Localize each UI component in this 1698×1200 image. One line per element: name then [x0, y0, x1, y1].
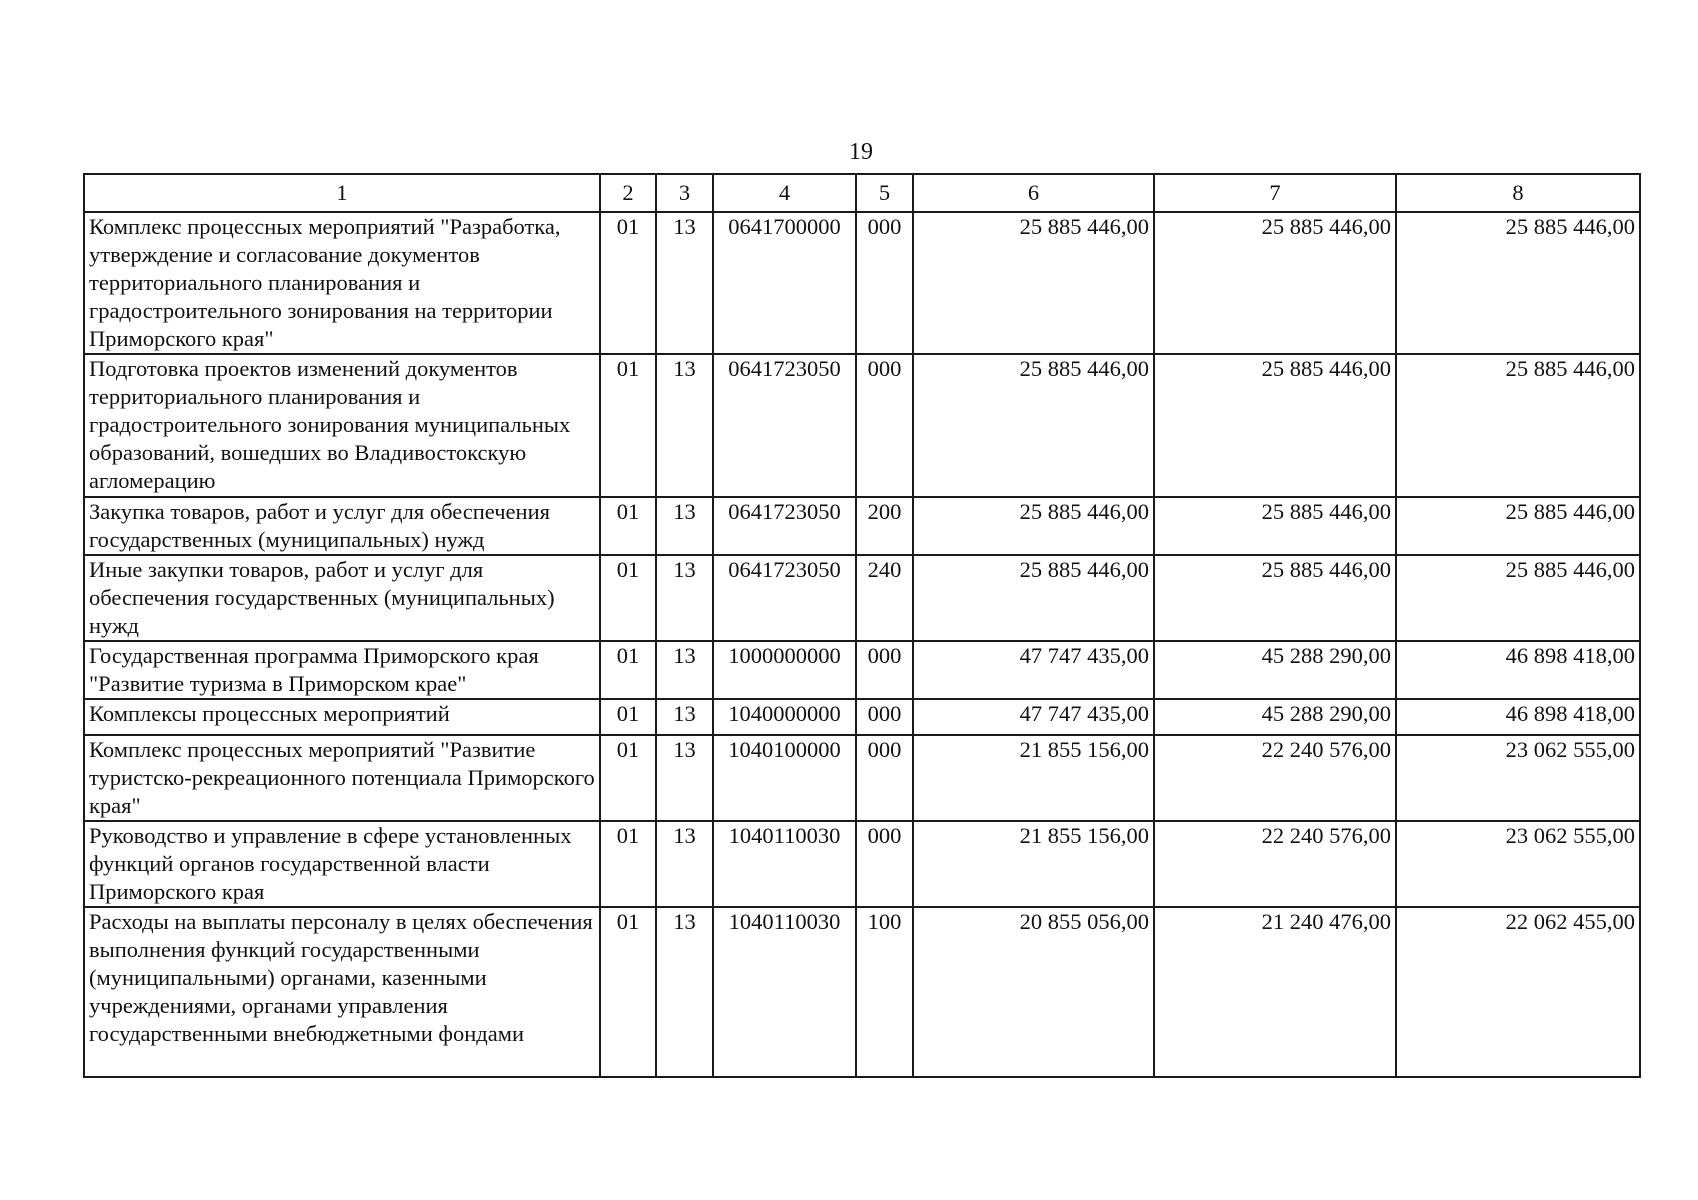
amount-col-6: 20 855 056,00	[913, 907, 1154, 1077]
amount-col-7: 25 885 446,00	[1154, 497, 1396, 555]
amount-col-6: 25 885 446,00	[913, 497, 1154, 555]
header-cell: 1	[84, 174, 600, 212]
item-name: Комплексы процессных мероприятий	[84, 699, 600, 735]
section-code: 01	[600, 354, 656, 497]
item-name: Комплекс процессных мероприятий "Развитие туристско-рекреационного потенциала Приморского края"	[84, 735, 600, 821]
table-body	[84, 212, 1640, 1077]
expense-type-code: 000	[856, 821, 913, 907]
amount-col-8: 25 885 446,00	[1396, 555, 1640, 641]
subsection-code: 13	[656, 907, 713, 1077]
table-row	[84, 354, 1640, 497]
header-cell: 8	[1396, 174, 1640, 212]
table-row	[84, 641, 1640, 699]
table-row	[84, 699, 1640, 735]
header-cell: 2	[600, 174, 656, 212]
section-code: 01	[600, 641, 656, 699]
section-code: 01	[600, 212, 656, 354]
amount-col-8: 25 885 446,00	[1396, 354, 1640, 497]
amount-col-8: 46 898 418,00	[1396, 641, 1640, 699]
expense-type-code: 000	[856, 641, 913, 699]
subsection-code: 13	[656, 497, 713, 555]
expense-type-code: 000	[856, 735, 913, 821]
expense-type-code: 200	[856, 497, 913, 555]
table-row	[84, 821, 1640, 907]
target-article-code: 1040000000	[713, 699, 856, 735]
amount-col-7: 25 885 446,00	[1154, 555, 1396, 641]
header-cell: 7	[1154, 174, 1396, 212]
amount-col-7: 45 288 290,00	[1154, 699, 1396, 735]
amount-col-6: 21 855 156,00	[913, 821, 1154, 907]
subsection-code: 13	[656, 555, 713, 641]
subsection-code: 13	[656, 212, 713, 354]
item-name: Подготовка проектов изменений документов территориального планирования и градостроительного зонирования муниципальных образований, вошедших во Владивостокскую агломерацию	[84, 354, 600, 497]
amount-col-6: 25 885 446,00	[913, 354, 1154, 497]
target-article-code: 1040110030	[713, 821, 856, 907]
item-name: Руководство и управление в сфере установленных функций органов государственной власти Приморского края	[84, 821, 600, 907]
table-header	[84, 174, 1640, 212]
target-article-code: 1040100000	[713, 735, 856, 821]
subsection-code: 13	[656, 699, 713, 735]
amount-col-7: 45 288 290,00	[1154, 641, 1396, 699]
expense-type-code: 000	[856, 354, 913, 497]
amount-col-7: 25 885 446,00	[1154, 212, 1396, 354]
subsection-code: 13	[656, 821, 713, 907]
table-row	[84, 907, 1640, 1077]
section-code: 01	[600, 555, 656, 641]
amount-col-6: 47 747 435,00	[913, 699, 1154, 735]
item-name: Комплекс процессных мероприятий "Разработка, утверждение и согласование документов территориального планирования и градостроительного зонирования на территории Приморского края"	[84, 212, 600, 354]
amount-col-8: 46 898 418,00	[1396, 699, 1640, 735]
amount-col-8: 23 062 555,00	[1396, 735, 1640, 821]
amount-col-8: 25 885 446,00	[1396, 212, 1640, 354]
amount-col-8: 22 062 455,00	[1396, 907, 1640, 1077]
header-cell: 3	[656, 174, 713, 212]
subsection-code: 13	[656, 354, 713, 497]
amount-col-8: 23 062 555,00	[1396, 821, 1640, 907]
amount-col-6: 25 885 446,00	[913, 212, 1154, 354]
amount-col-7: 21 240 476,00	[1154, 907, 1396, 1077]
table-row	[84, 212, 1640, 354]
amount-col-7: 22 240 576,00	[1154, 821, 1396, 907]
amount-col-6: 21 855 156,00	[913, 735, 1154, 821]
header-cell: 5	[856, 174, 913, 212]
section-code: 01	[600, 497, 656, 555]
table-row	[84, 735, 1640, 821]
expense-type-code: 000	[856, 212, 913, 354]
item-name: Государственная программа Приморского края "Развитие туризма в Приморском крае"	[84, 641, 600, 699]
section-code: 01	[600, 699, 656, 735]
page-number: 19	[849, 139, 873, 165]
target-article-code: 1000000000	[713, 641, 856, 699]
target-article-code: 0641723050	[713, 354, 856, 497]
item-name: Закупка товаров, работ и услуг для обеспечения государственных (муниципальных) нужд	[84, 497, 600, 555]
amount-col-6: 47 747 435,00	[913, 641, 1154, 699]
item-name: Иные закупки товаров, работ и услуг для обеспечения государственных (муниципальных) нужд	[84, 555, 600, 641]
header-row	[84, 174, 1640, 212]
target-article-code: 0641723050	[713, 497, 856, 555]
amount-col-7: 25 885 446,00	[1154, 354, 1396, 497]
target-article-code: 0641723050	[713, 555, 856, 641]
table-row	[84, 497, 1640, 555]
header-cell: 6	[913, 174, 1154, 212]
section-code: 01	[600, 735, 656, 821]
budget-table	[83, 173, 1641, 1078]
section-code: 01	[600, 821, 656, 907]
target-article-code: 1040110030	[713, 907, 856, 1077]
subsection-code: 13	[656, 735, 713, 821]
expense-type-code: 240	[856, 555, 913, 641]
target-article-code: 0641700000	[713, 212, 856, 354]
expense-type-code: 100	[856, 907, 913, 1077]
subsection-code: 13	[656, 641, 713, 699]
amount-col-7: 22 240 576,00	[1154, 735, 1396, 821]
header-cell: 4	[713, 174, 856, 212]
item-name: Расходы на выплаты персоналу в целях обеспечения выполнения функций государственными (муниципальными) органами, казенными учреждениями, органами управления государственными внебюджетными фондами	[84, 907, 600, 1077]
expense-type-code: 000	[856, 699, 913, 735]
table-row	[84, 555, 1640, 641]
amount-col-8: 25 885 446,00	[1396, 497, 1640, 555]
amount-col-6: 25 885 446,00	[913, 555, 1154, 641]
section-code: 01	[600, 907, 656, 1077]
